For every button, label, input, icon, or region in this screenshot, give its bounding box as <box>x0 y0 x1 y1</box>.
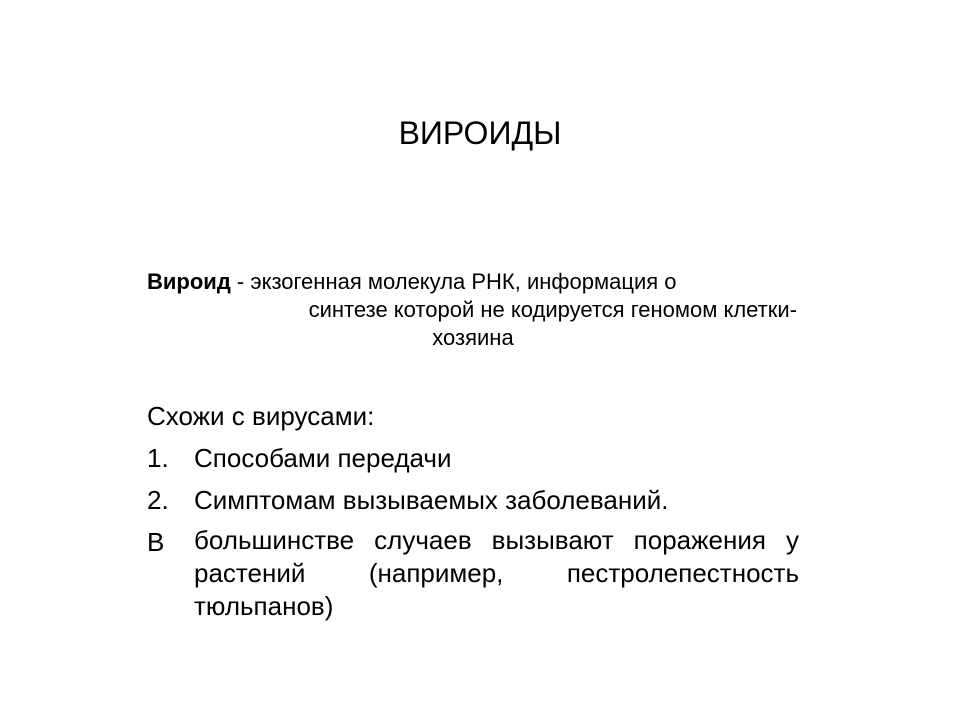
definition-paragraph <box>147 268 799 352</box>
list-item <box>147 440 799 476</box>
list-item-number: 1. <box>147 443 169 473</box>
similarity-lead: Схожи с вирусами: <box>147 401 375 431</box>
note-paragraph <box>147 524 799 623</box>
definition-separator: - <box>230 269 251 294</box>
list-item-number: 2. <box>147 485 169 515</box>
note-text: большинстве случаев вызывают поражения у растений (например, пестролепестность тюльпанов) <box>194 525 799 621</box>
definition-text-1: экзогенная молекула РНК, информация о <box>250 269 677 294</box>
note-marker: В <box>147 527 165 557</box>
slide-title: ВИРОИДЫ <box>398 115 562 151</box>
list-item-text: Симптомам вызываемых заболеваний. <box>194 485 669 515</box>
definition-line-3: хозяина <box>432 325 514 350</box>
definition-term: Вироид <box>147 269 231 294</box>
definition-line-2: синтезе которой не кодируется геномом клетки- <box>308 297 797 322</box>
definition-line-1 <box>147 268 799 296</box>
list-item-text: Способами передачи <box>194 443 452 473</box>
list-item <box>147 482 799 518</box>
similarity-section <box>147 398 799 623</box>
